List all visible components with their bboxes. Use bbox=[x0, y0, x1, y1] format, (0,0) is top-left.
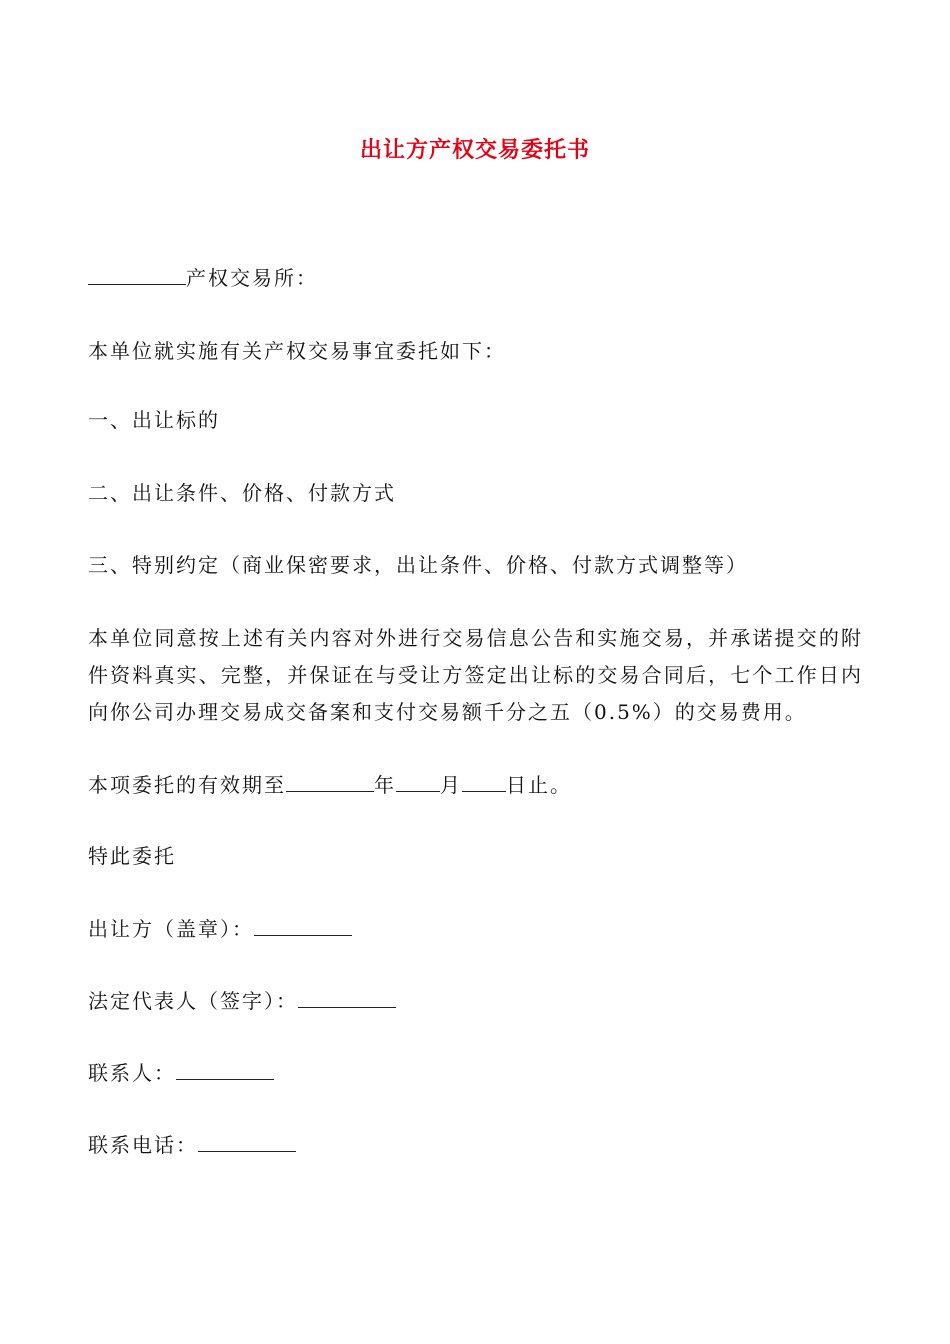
exchange-name-blank[interactable] bbox=[88, 262, 186, 285]
closing-line: 特此委托 bbox=[88, 844, 176, 868]
addressee-suffix: 产权交易所： bbox=[186, 266, 318, 290]
year-blank[interactable] bbox=[286, 769, 374, 792]
contact-label: 联系人： bbox=[88, 1061, 176, 1085]
intro-line: 本单位就实施有关产权交易事宜委托如下： bbox=[88, 339, 506, 363]
seller-seal-label: 出让方（盖章）： bbox=[88, 917, 254, 941]
phone-blank[interactable] bbox=[198, 1129, 296, 1152]
contact-blank[interactable] bbox=[176, 1057, 274, 1080]
day-blank[interactable] bbox=[462, 769, 506, 792]
contact-line bbox=[88, 1057, 868, 1088]
item-conditions: 二、出让条件、价格、付款方式 bbox=[88, 481, 396, 505]
validity-prefix: 本项委托的有效期至 bbox=[88, 773, 286, 797]
seller-seal-line bbox=[88, 913, 868, 944]
document-title: 出让方产权交易委托书 bbox=[359, 138, 590, 163]
legal-rep-label: 法定代表人（签字）： bbox=[88, 989, 298, 1013]
year-label: 年 bbox=[374, 773, 396, 797]
legal-rep-line bbox=[88, 985, 868, 1016]
day-label: 日止。 bbox=[506, 773, 572, 797]
addressee-line bbox=[88, 262, 868, 293]
phone-label: 联系电话： bbox=[88, 1133, 198, 1157]
month-blank[interactable] bbox=[396, 769, 440, 792]
commitment-paragraph: 本单位同意按上述有关内容对外进行交易信息公告和实施交易，并承诺提交的附件资料真实、完整，并保证在与受让方签定出让标的交易合同后，七个工作日内向你公司办理交易成交备案和支付交易额千分之五（0.5%）的交易费用。 bbox=[88, 626, 863, 724]
validity-line bbox=[88, 769, 868, 800]
seller-seal-blank[interactable] bbox=[254, 913, 352, 936]
legal-rep-blank[interactable] bbox=[298, 985, 396, 1008]
item-subject: 一、出让标的 bbox=[88, 408, 220, 432]
phone-line bbox=[88, 1129, 868, 1160]
month-label: 月 bbox=[440, 773, 462, 797]
item-special-terms: 三、特别约定（商业保密要求，出让条件、价格、付款方式调整等） bbox=[88, 553, 748, 577]
